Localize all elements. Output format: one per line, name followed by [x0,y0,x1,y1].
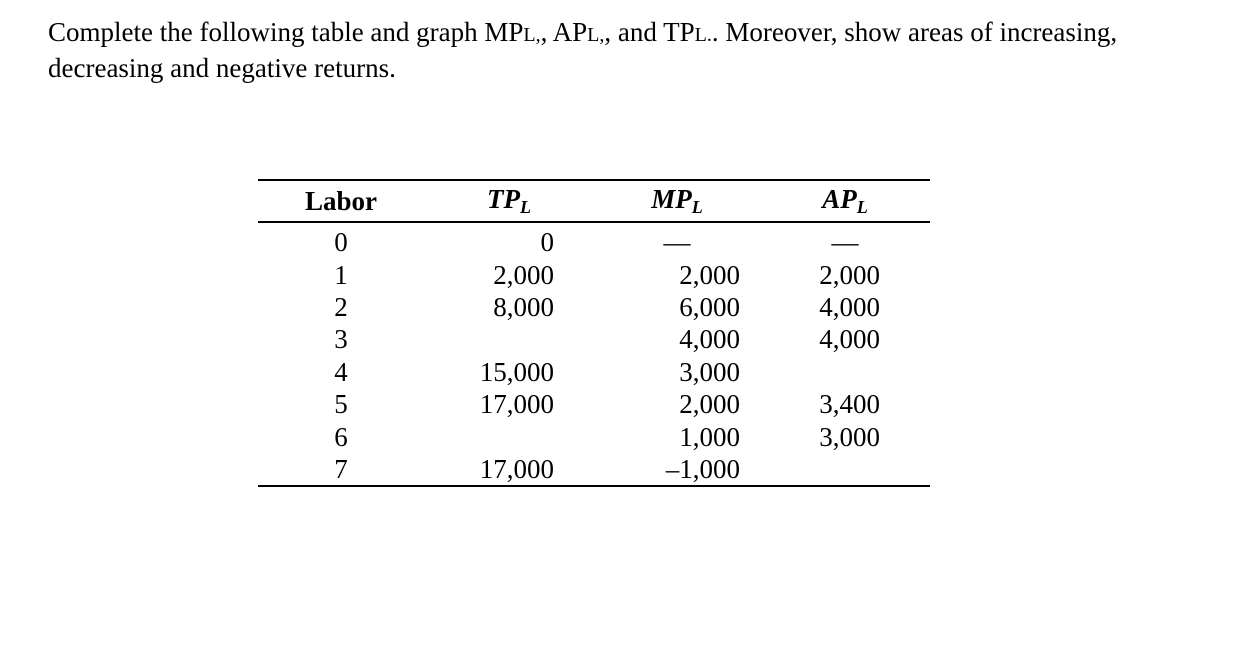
cell-labor: 3 [334,324,348,355]
production-table [258,179,930,487]
prompt-subscript-mp: L, [523,24,541,46]
cell-mp: –1,000 [665,453,740,484]
table-row [258,356,930,388]
table-row [258,291,930,323]
cell-labor: 2 [334,291,348,322]
cell-tp: 8,000 [493,291,554,322]
cell-mp: 6,000 [679,291,740,322]
cell-ap: 2,000 [819,259,880,290]
prompt-text-2: , AP [540,17,588,47]
cell-ap: 3,000 [819,421,880,452]
cell-labor: 6 [334,421,348,452]
header-tp: $TP_L$ [487,184,531,217]
prompt-text-3: , and TP [604,17,695,47]
cell-tp [424,420,594,452]
table-row [258,453,930,486]
question-prompt [48,16,1208,85]
cell-tp: 15,000 [479,356,554,387]
cell-ap: 4,000 [819,324,880,355]
cell-mp: — [663,227,691,258]
header-mp: $MP_L$ [651,184,703,217]
cell-mp: 2,000 [679,389,740,420]
cell-tp: 0 [540,227,554,258]
cell-labor: 7 [334,453,348,484]
prompt-subscript-tp: L. [694,24,712,46]
cell-ap [760,453,930,486]
cell-labor: 1 [334,259,348,290]
cell-labor: 0 [334,227,348,258]
cell-mp: 3,000 [679,356,740,387]
table-row [258,420,930,452]
table-row [258,222,930,258]
cell-ap [760,356,930,388]
cell-ap: 3,400 [819,389,880,420]
table-row [258,323,930,355]
cell-ap: — [831,227,859,258]
cell-labor: 5 [334,389,348,420]
cell-mp: 1,000 [679,421,740,452]
cell-ap: 4,000 [819,291,880,322]
table-header-row [258,180,930,222]
cell-tp [424,323,594,355]
prompt-text-1: Complete the following table and graph MP [48,17,524,47]
header-ap: $AP_L$ [822,184,868,217]
prompt-subscript-ap: L, [587,24,605,46]
prompt-text-4: . Moreover, show areas of increasing, decreasing and negative returns. [48,17,1118,83]
cell-tp: 17,000 [479,453,554,484]
cell-mp: 4,000 [679,324,740,355]
table-row [258,258,930,290]
table-row [258,388,930,420]
cell-tp: 2,000 [493,259,554,290]
cell-tp: 17,000 [479,389,554,420]
cell-labor: 4 [334,356,348,387]
cell-mp: 2,000 [679,259,740,290]
header-labor: Labor [304,185,377,216]
